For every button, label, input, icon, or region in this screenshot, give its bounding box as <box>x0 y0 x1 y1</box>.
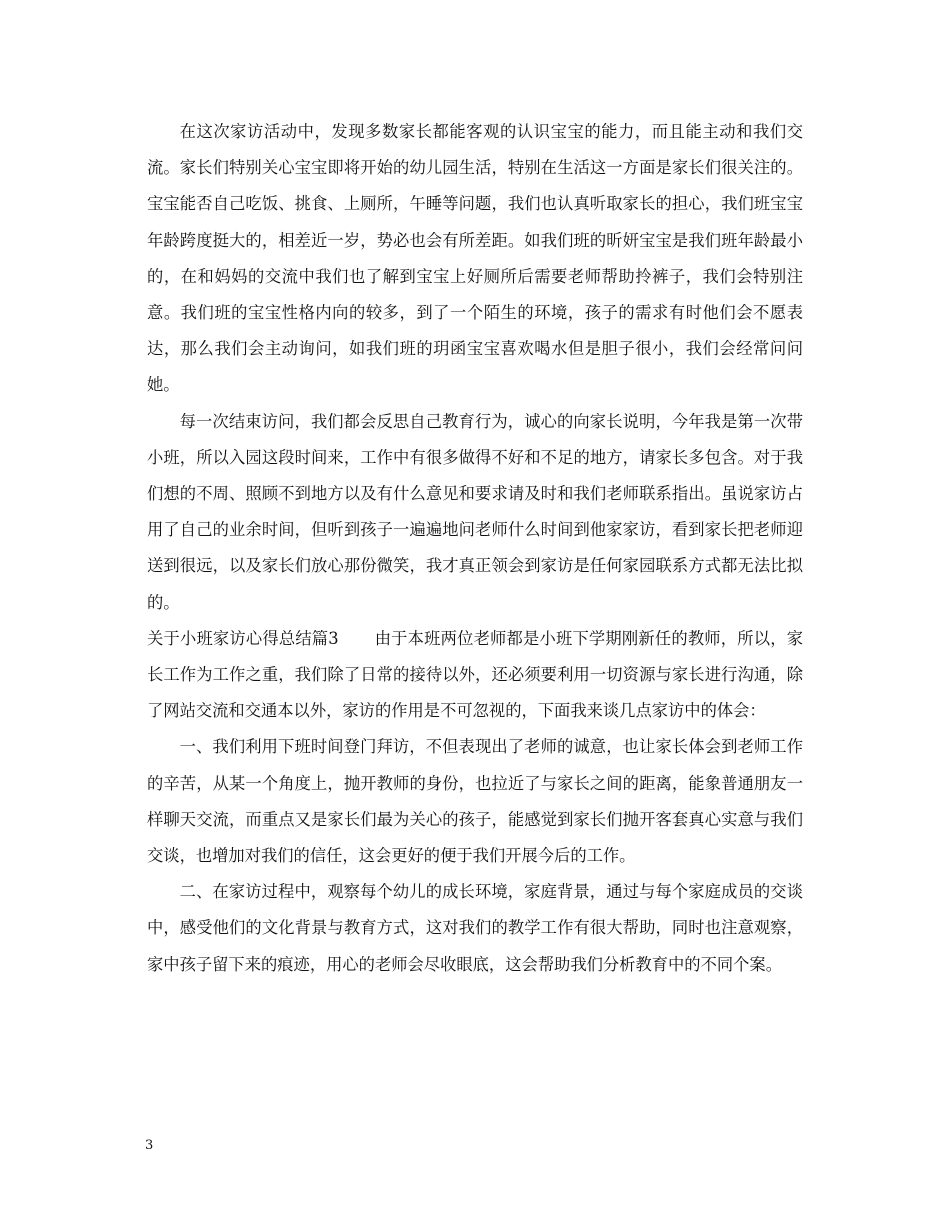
page-number: 3 <box>145 1138 154 1153</box>
point-paragraph-2: 二、在家访过程中，观察每个幼儿的成长环境，家庭背景，通过与每个家庭成员的交谈中，感受他们的文化背景与教育方式，这对我们的教学工作有很大帮助，同时也注意观察，家中孩子留下来的痕迹，用心的老师会尽收眼底，这会帮助我们分析教育中的不同个案。 <box>147 882 803 974</box>
body-paragraph-2: 每一次结束访问，我们都会反思自己教育行为，诚心的向家长说明，今年我是第一次带小班，所以入园这段时间来，工作中有很多做得不好和不足的地方，请家长多包含。对于我们想的不周、照顾不到地方以及有什么意见和要求请及时和我们老师联系指出。虽说家访占用了自己的业余时间，但听到孩子一遍遍地问老师什么时间到他家家访，看到家长把老师迎送到很远，以及家长们放心那份微笑，我才真正领会到家访是任何家园联系方式都无法比拟的。 <box>147 411 803 612</box>
section-heading: 关于小班家访心得总结篇3 <box>147 628 339 648</box>
section-paragraph <box>147 621 803 730</box>
body-paragraph-1: 在这次家访活动中，发现多数家长都能客观的认识宝宝的能力，而且能主动和我们交流。家长们特别关心宝宝即将开始的幼儿园生活，特别在生活这一方面是家长们很关注的。宝宝能否自己吃饭、挑食、上厕所，午睡等问题，我们也认真听取家长的担心，我们班宝宝年龄跨度挺大的，相差近一岁，势必也会有所差距。如我们班的昕妍宝宝是我们班年龄最小的，在和妈妈的交流中我们也了解到宝宝上好厕所后需要老师帮助拎裤子，我们会特别注意。我们班的宝宝性格内向的较多，到了一个陌生的环境，孩子的需求有时他们会不愿表达，那么我们会主动询问，如我们班的玥函宝宝喜欢喝水但是胆子很小，我们会经常问问她。 <box>147 122 803 395</box>
section-intro: 由于本班两位老师都是小班下学期刚新任的教师，所以，家长工作为工作之重，我们除了日常的接待以外，还必须要利用一切资源与家长进行沟通，除了网站交流和交通本以外，家访的作用是不可忽视的，下面我来谈几点家访中的体会： <box>147 628 803 721</box>
document-body <box>147 114 803 983</box>
point-paragraph-1: 一、我们利用下班时间登门拜访，不但表现出了老师的诚意，也让家长体会到老师工作的辛苦，从某一个角度上，抛开教师的身份，也拉近了与家长之间的距离，能象普通朋友一样聊天交流，而重点又是家长们最为关心的孩子，能感觉到家长们抛开客套真心实意与我们交谈，也增加对我们的信任，这会更好的便于我们开展今后的工作。 <box>147 737 803 866</box>
